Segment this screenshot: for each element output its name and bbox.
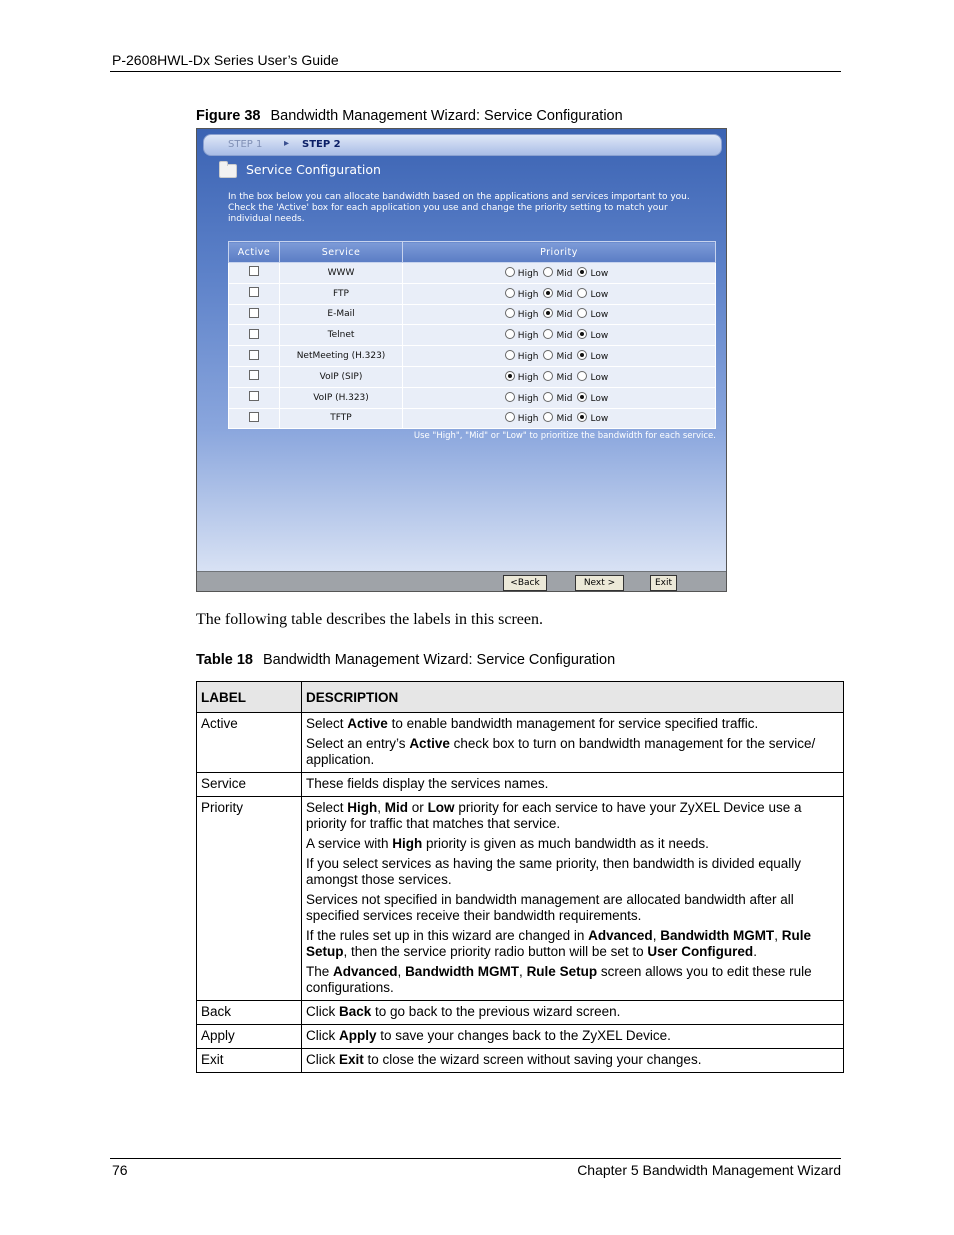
priority-option-mid[interactable] <box>543 267 572 279</box>
bold-term: Back <box>339 1004 372 1019</box>
priority-option-label: Mid <box>556 289 573 300</box>
priority-option-label: Mid <box>556 414 573 425</box>
priority-option-high[interactable] <box>505 329 539 341</box>
active-cell <box>229 346 280 367</box>
priority-option-mid[interactable] <box>543 392 572 404</box>
wizard-screenshot <box>196 128 727 592</box>
priority-option-high[interactable] <box>505 392 539 404</box>
text-run: Click <box>306 1052 339 1067</box>
table-title: Bandwidth Management Wizard: Service Configuration <box>262 652 616 668</box>
priority-option-label: Mid <box>556 310 573 321</box>
description-paragraph <box>306 1004 839 1020</box>
table-row <box>197 1001 844 1025</box>
step-1-label[interactable]: STEP 1 <box>228 139 263 150</box>
service-row <box>229 408 716 429</box>
text-run: to enable bandwidth management for service specified traffic. <box>387 716 759 731</box>
header-divider <box>110 71 841 72</box>
bold-term: User Configured <box>647 944 754 959</box>
service-name: VoIP (H.323) <box>280 387 403 408</box>
priority-option-high[interactable] <box>505 288 539 300</box>
radio-icon[interactable] <box>543 350 553 360</box>
priority-option-low[interactable] <box>577 392 608 404</box>
priority-option-mid[interactable] <box>543 288 572 300</box>
radio-icon[interactable] <box>505 308 515 318</box>
service-row <box>229 387 716 408</box>
col-active-header: Active <box>229 242 280 263</box>
radio-icon[interactable] <box>543 329 553 339</box>
text-run: Select <box>306 800 348 815</box>
service-name: E-Mail <box>280 304 403 325</box>
row-description <box>302 1001 844 1025</box>
text-run: priority is given as much bandwidth as it needs. <box>422 836 709 851</box>
service-row <box>229 263 716 284</box>
radio-icon[interactable] <box>505 288 515 298</box>
row-description <box>302 1049 844 1073</box>
description-paragraph <box>306 856 839 888</box>
priority-option-mid[interactable] <box>543 329 572 341</box>
priority-option-label: Low <box>590 310 609 321</box>
radio-icon[interactable] <box>543 267 553 277</box>
radio-icon[interactable] <box>577 308 587 318</box>
priority-option-low[interactable] <box>577 288 608 300</box>
description-paragraph <box>306 776 839 792</box>
priority-cell <box>403 387 716 408</box>
radio-icon[interactable] <box>577 350 587 360</box>
priority-option-label: High <box>517 393 539 404</box>
priority-option-label: Low <box>590 372 609 383</box>
priority-option-high[interactable] <box>505 350 539 362</box>
description-paragraph <box>306 836 839 852</box>
text-run: check box to turn on bandwidth management for the service/ application. <box>306 736 816 767</box>
priority-option-label: High <box>517 372 539 383</box>
active-checkbox[interactable] <box>249 266 259 276</box>
radio-icon[interactable] <box>505 350 515 360</box>
description-paragraph <box>306 716 839 732</box>
radio-icon[interactable] <box>543 288 553 298</box>
priority-cell <box>403 408 716 429</box>
priority-option-label: High <box>517 414 539 425</box>
description-paragraph <box>306 1028 839 1044</box>
active-checkbox[interactable] <box>249 329 259 339</box>
radio-icon[interactable] <box>505 412 515 422</box>
active-checkbox[interactable] <box>249 308 259 318</box>
priority-cell <box>403 325 716 346</box>
priority-option-label: Low <box>590 414 609 425</box>
table-row <box>197 797 844 1001</box>
priority-option-label: Mid <box>556 268 573 279</box>
service-row <box>229 346 716 367</box>
bold-term: Rule Setup <box>526 964 598 979</box>
priority-option-label: Low <box>590 331 609 342</box>
priority-option-high[interactable] <box>505 412 539 424</box>
active-checkbox[interactable] <box>249 370 259 380</box>
bold-term: High <box>347 800 378 815</box>
radio-icon[interactable] <box>577 329 587 339</box>
row-description <box>302 1025 844 1049</box>
table-number: Table 18 <box>196 652 253 668</box>
priority-option-label: Low <box>590 393 609 404</box>
priority-option-high[interactable] <box>505 371 539 383</box>
priority-option-low[interactable] <box>577 371 608 383</box>
priority-cell <box>403 346 716 367</box>
priority-option-label: Low <box>590 289 609 300</box>
bold-term: Exit <box>339 1052 364 1067</box>
priority-option-low[interactable] <box>577 350 608 362</box>
next-button[interactable]: Next > <box>575 575 624 591</box>
priority-option-low[interactable] <box>577 267 608 279</box>
row-label: Active <box>197 713 302 773</box>
intro-text: In the box below you can allocate bandwidth based on the applications and services important to you. Check the 'Active' box for each application you use and change the priority setting to match your individual needs. <box>228 192 690 224</box>
text-run: A service with <box>306 836 393 851</box>
row-label: Exit <box>197 1049 302 1073</box>
priority-option-high[interactable] <box>505 308 539 320</box>
service-name: TFTP <box>280 408 403 429</box>
service-name: VoIP (SIP) <box>280 366 403 387</box>
bold-term: Advanced <box>588 928 653 943</box>
priority-option-mid[interactable] <box>543 308 572 320</box>
priority-option-mid[interactable] <box>543 371 572 383</box>
chapter-title: Chapter 5 Bandwidth Management Wizard <box>577 1162 841 1178</box>
radio-icon[interactable] <box>577 371 587 381</box>
priority-option-high[interactable] <box>505 267 539 279</box>
active-cell <box>229 325 280 346</box>
priority-option-label: High <box>517 289 539 300</box>
priority-option-low[interactable] <box>577 412 608 424</box>
text-run: priority for each service to have your ZyXEL Device use a priority for traffic that matches that service. <box>306 800 802 831</box>
priority-option-low[interactable] <box>577 329 608 341</box>
folder-icon <box>219 164 237 178</box>
description-paragraph <box>306 928 839 960</box>
service-name: NetMeeting (H.323) <box>280 346 403 367</box>
row-label: Service <box>197 773 302 797</box>
active-checkbox[interactable] <box>249 391 259 401</box>
active-checkbox[interactable] <box>249 350 259 360</box>
priority-hint: Use "High", "Mid" or "Low" to prioritize the bandwidth for each service. <box>413 431 716 441</box>
table-caption <box>196 652 615 668</box>
priority-cell <box>403 263 716 284</box>
wizard-step-bar <box>203 134 722 156</box>
radio-icon[interactable] <box>505 329 515 339</box>
text-run: , <box>774 928 782 943</box>
priority-cell <box>403 283 716 304</box>
text-run: Select an entry’s <box>306 736 410 751</box>
page-number: 76 <box>112 1162 128 1178</box>
bold-term: Rule Setup <box>306 928 811 959</box>
priority-option-label: Mid <box>556 372 573 383</box>
priority-option-label: Low <box>590 268 609 279</box>
radio-icon[interactable] <box>577 412 587 422</box>
running-header: P-2608HWL-Dx Series User’s Guide <box>112 52 339 68</box>
text-run: These fields display the services names. <box>306 776 549 791</box>
priority-option-label: Mid <box>556 331 573 342</box>
description-paragraph <box>306 964 839 996</box>
label-description-table <box>196 681 844 1073</box>
col-service-header: Service <box>280 242 403 263</box>
text-run: Click <box>306 1004 339 1019</box>
priority-option-low[interactable] <box>577 308 608 320</box>
bold-term: Bandwidth MGMT <box>660 928 775 943</box>
bold-term: Mid <box>384 800 409 815</box>
bold-term: Active <box>409 736 450 751</box>
step-arrow-icon: ▸ <box>284 138 290 149</box>
radio-icon[interactable] <box>543 308 553 318</box>
text-run: . <box>753 944 757 959</box>
text-run: , <box>519 964 527 979</box>
active-cell <box>229 366 280 387</box>
priority-option-mid[interactable] <box>543 350 572 362</box>
priority-option-label: Low <box>590 352 609 363</box>
row-label: Apply <box>197 1025 302 1049</box>
exit-button[interactable]: Exit <box>650 575 677 591</box>
row-description <box>302 797 844 1001</box>
text-run: If you select services as having the same priority, then bandwidth is divided equally amongst those services. <box>306 856 802 887</box>
service-name: WWW <box>280 263 403 284</box>
text-run: If the rules set up in this wizard are changed in <box>306 928 589 943</box>
priority-option-label: High <box>517 268 539 279</box>
priority-option-label: Mid <box>556 352 573 363</box>
description-paragraph <box>306 1052 839 1068</box>
active-checkbox[interactable] <box>249 287 259 297</box>
text-run: to close the wizard screen without saving your changes. <box>363 1052 702 1067</box>
text-run: to save your changes back to the ZyXEL Device. <box>376 1028 671 1043</box>
service-row <box>229 304 716 325</box>
active-cell <box>229 387 280 408</box>
active-cell <box>229 304 280 325</box>
text-run: screen allows you to edit these rule configurations. <box>306 964 812 995</box>
active-cell <box>229 283 280 304</box>
priority-option-label: High <box>517 310 539 321</box>
active-cell <box>229 263 280 284</box>
figure-number: Figure 38 <box>196 108 261 124</box>
priority-option-label: High <box>517 352 539 363</box>
table-row <box>197 1049 844 1073</box>
bold-term: Active <box>347 716 388 731</box>
bold-term: Low <box>427 800 455 815</box>
bold-term: Apply <box>339 1028 377 1043</box>
radio-icon[interactable] <box>543 371 553 381</box>
radio-icon[interactable] <box>543 412 553 422</box>
button-bar <box>197 571 726 592</box>
service-table <box>228 241 716 429</box>
figure-caption <box>196 108 623 124</box>
description-paragraph <box>306 736 839 768</box>
radio-icon[interactable] <box>505 267 515 277</box>
service-row <box>229 325 716 346</box>
table-row <box>197 773 844 797</box>
radio-icon[interactable] <box>577 267 587 277</box>
priority-option-label: Mid <box>556 393 573 404</box>
radio-icon[interactable] <box>505 392 515 402</box>
text-run: , <box>377 800 385 815</box>
bold-term: Bandwidth MGMT <box>405 964 520 979</box>
service-row <box>229 366 716 387</box>
priority-cell <box>403 366 716 387</box>
description-column-header: DESCRIPTION <box>302 682 844 713</box>
service-name: FTP <box>280 283 403 304</box>
priority-option-mid[interactable] <box>543 412 572 424</box>
radio-icon[interactable] <box>577 392 587 402</box>
service-row <box>229 283 716 304</box>
priority-option-label: High <box>517 331 539 342</box>
text-run: , <box>397 964 406 979</box>
text-run: , then the service priority radio button will be set to <box>343 944 648 959</box>
description-paragraph <box>306 800 839 832</box>
step-2-label[interactable]: STEP 2 <box>302 139 341 150</box>
col-priority-header: Priority <box>403 242 716 263</box>
row-description <box>302 713 844 773</box>
text-run: Services not specified in bandwidth management are allocated bandwidth after all specified services receive their bandwidth requirements. <box>306 892 794 923</box>
active-checkbox[interactable] <box>249 412 259 422</box>
label-column-header: LABEL <box>197 682 302 713</box>
section-title: Service Configuration <box>246 162 381 177</box>
row-label: Priority <box>197 797 302 1001</box>
table-row <box>197 1025 844 1049</box>
row-label: Back <box>197 1001 302 1025</box>
text-run: or <box>408 800 428 815</box>
priority-cell <box>403 304 716 325</box>
text-run: to go back to the previous wizard screen. <box>371 1004 621 1019</box>
active-cell <box>229 408 280 429</box>
bold-term: High <box>392 836 423 851</box>
description-paragraph <box>306 892 839 924</box>
radio-icon[interactable] <box>577 288 587 298</box>
radio-icon[interactable] <box>543 392 553 402</box>
text-run: The <box>306 964 334 979</box>
row-description <box>302 773 844 797</box>
service-name: Telnet <box>280 325 403 346</box>
text-run: , <box>652 928 661 943</box>
back-button[interactable]: <Back <box>503 575 547 591</box>
text-run: Click <box>306 1028 339 1043</box>
radio-icon[interactable] <box>505 371 515 381</box>
text-run: Select <box>306 716 348 731</box>
table-row <box>197 713 844 773</box>
footer-divider <box>110 1158 841 1159</box>
figure-title: Bandwidth Management Wizard: Service Configuration <box>270 108 623 124</box>
lead-paragraph: The following table describes the labels in this screen. <box>196 611 544 628</box>
bold-term: Advanced <box>333 964 398 979</box>
